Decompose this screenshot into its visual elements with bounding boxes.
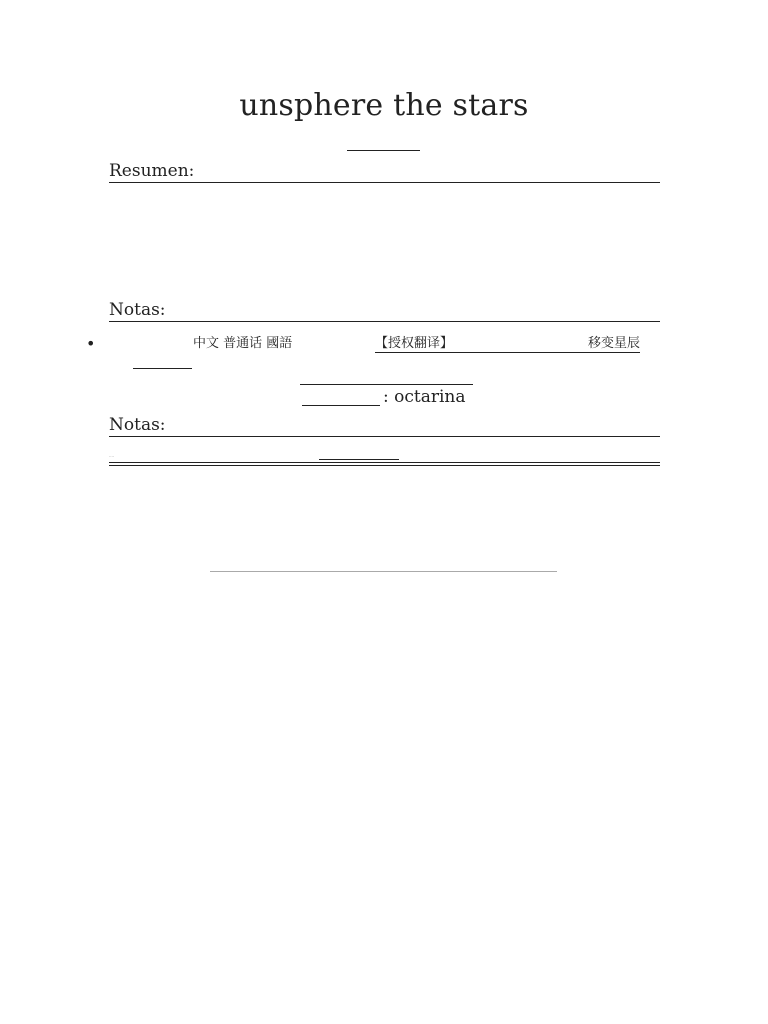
stats-row [109,448,660,462]
translator-name: : octarina [383,387,466,407]
author-link[interactable] [347,142,420,151]
source-link[interactable] [133,360,192,369]
bullet-icon: • [86,334,96,353]
kudos-link[interactable] [319,450,399,460]
summary-heading: Resumen: [109,161,660,183]
translator-line [302,387,466,407]
end-divider [109,462,660,466]
work-title: unsphere the stars [239,88,529,123]
language-text: 中文 普通话 國語 [193,336,293,351]
stats-text: ···· [109,454,115,459]
translator-link[interactable] [302,387,380,406]
translation-link[interactable] [375,336,640,353]
notes-list-item [86,334,666,354]
translation-tag: 【授权翻译】 [375,336,454,351]
notes-heading: Notas: [109,300,660,322]
translated-title: 移变星辰 [587,336,640,351]
footer-divider [210,571,557,572]
notes-heading-end: Notas: [109,415,660,437]
translation-work-link[interactable] [300,376,473,385]
